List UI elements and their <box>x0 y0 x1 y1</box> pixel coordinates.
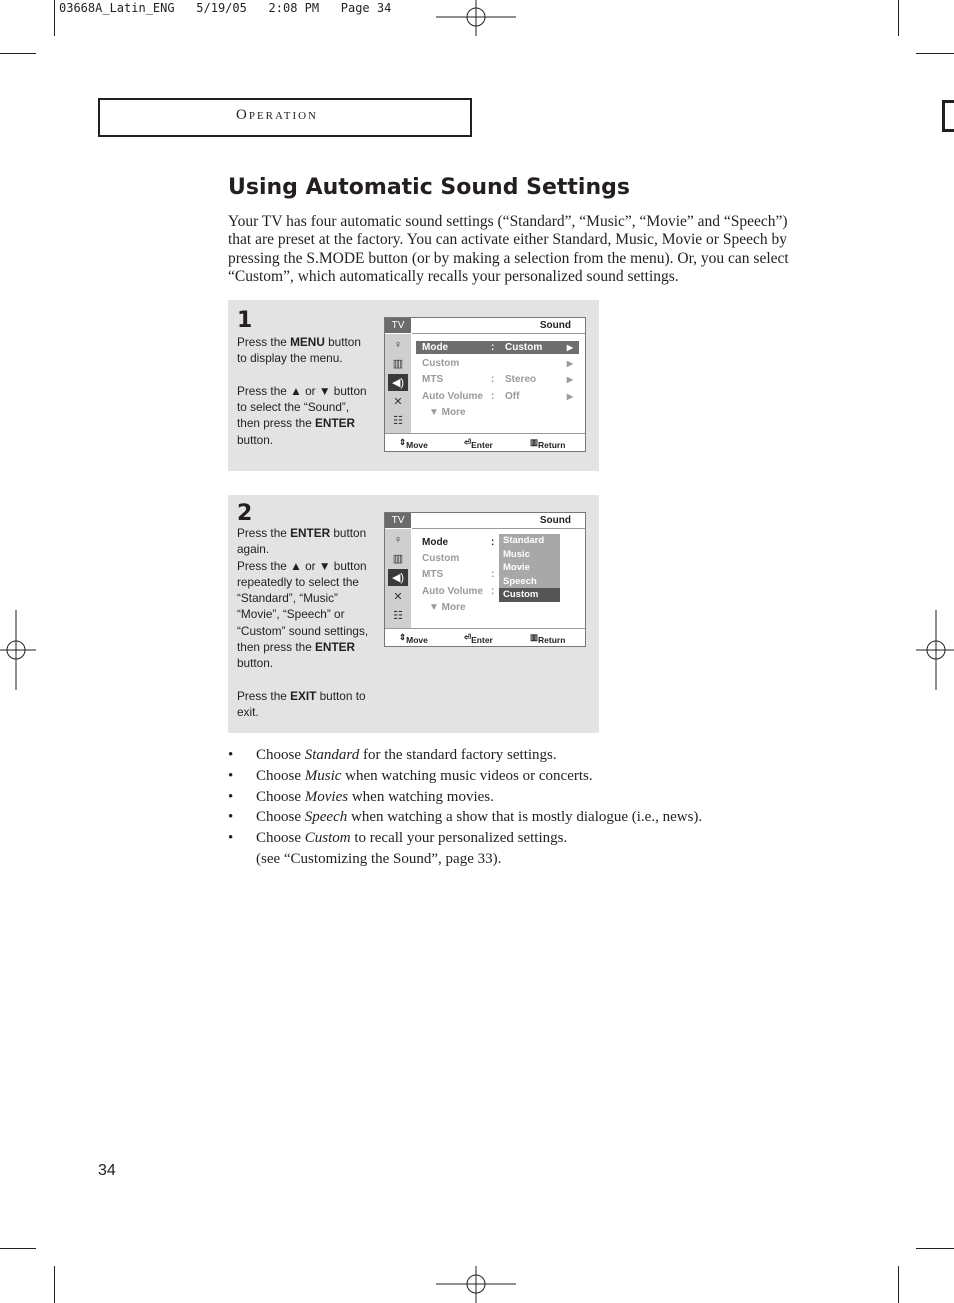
menu-row-mts[interactable]: MTS : Stereo ▶ <box>422 374 573 385</box>
return-hint: ▥ Return <box>530 632 566 645</box>
crop-mark <box>916 53 954 54</box>
return-hint: ▥ Return <box>530 437 566 450</box>
crop-mark <box>916 1248 954 1249</box>
speaker-icon[interactable]: ◀) <box>388 569 408 586</box>
menu-footer <box>385 433 585 451</box>
antenna-icon[interactable]: ✕ <box>393 396 403 408</box>
page-number: 34 <box>98 1162 116 1179</box>
menu-title: Sound <box>539 320 571 331</box>
bullet-item: • Choose Speech when watching a show that is mostly dialogue (i.e., news). <box>228 809 703 826</box>
menu-row-custom[interactable]: Custom <box>422 553 460 564</box>
move-hint: ⇕ Move <box>399 632 428 645</box>
menu-sidebar <box>385 334 411 434</box>
tv-label: TV <box>385 318 411 333</box>
bullet-note: (see “Customizing the Sound”, page 33). <box>256 850 502 867</box>
registration-mark-bottom <box>436 1266 516 1303</box>
sound-menu-screen <box>384 317 586 452</box>
menu-row-auto-volume[interactable]: Auto Volume : Off ▶ <box>422 391 573 402</box>
antenna-icon[interactable]: ✕ <box>393 591 403 603</box>
dropdown-option[interactable]: Speech <box>503 575 537 587</box>
crop-mark <box>898 0 899 36</box>
tv-label: TV <box>385 513 411 528</box>
menu-title: Sound <box>539 515 571 526</box>
bullet-item: • Choose Custom to recall your personalized settings. <box>228 830 568 847</box>
menu-footer <box>385 628 585 646</box>
crop-mark <box>0 53 36 54</box>
enter-hint: ⏎ Enter <box>464 437 493 450</box>
registration-mark-left <box>0 610 36 690</box>
menu-row-mode[interactable]: Mode : <box>422 537 495 548</box>
registration-mark-right <box>916 610 954 690</box>
bullet-item: • Choose Movies when watching movies. <box>228 788 494 805</box>
sound-mode-screen <box>384 512 586 647</box>
step-1-instructions: Press the MENU button to display the menu. Press the ▲ or ▼ button to select the “Sound”, then press the ENTER button. <box>237 335 367 447</box>
step-2-instructions: Press the ENTER button again. Press the ▲ or ▼ button repeatedly to select the “Standard”, “Music” “Movie”, “Speech” or “Custom” sound settings, then press the ENTER button. Press the EXIT button to exit. <box>237 526 369 720</box>
crop-mark <box>54 1266 55 1303</box>
step-2-panel <box>228 495 599 733</box>
setup-icon[interactable]: ☷ <box>393 415 403 427</box>
picture-icon[interactable]: ♀ <box>393 338 403 351</box>
step-number: 1 <box>237 308 253 333</box>
menu-row-more[interactable]: ▼ More <box>429 602 466 613</box>
dropdown-option[interactable]: Music <box>503 548 530 560</box>
crop-mark <box>54 0 55 36</box>
print-slug: 03668A_Latin_ENG 5/19/05 2:08 PM Page 34 <box>59 1 392 15</box>
enter-hint: ⏎ Enter <box>464 632 493 645</box>
move-hint: ⇕ Move <box>399 437 428 450</box>
dropdown-option-selected[interactable]: Custom <box>499 588 560 602</box>
picture-icon[interactable]: ♀ <box>393 533 403 546</box>
dropdown-option[interactable]: Standard <box>503 535 545 546</box>
menu-row-auto-volume[interactable]: Auto Volume : <box>422 586 495 597</box>
setup-icon[interactable]: ☷ <box>393 610 403 622</box>
step-number: 2 <box>237 501 253 526</box>
speaker-icon[interactable]: ◀) <box>388 374 408 391</box>
step-1-panel <box>228 300 599 471</box>
registration-mark-top <box>436 0 516 36</box>
menu-row-mode[interactable]: Mode : Custom ▶ <box>416 341 579 354</box>
dropdown-option[interactable]: Movie <box>503 562 530 573</box>
crop-mark <box>898 1266 899 1303</box>
bullet-item: • Choose Music when watching music videos or concerts. <box>228 767 593 784</box>
equalizer-icon[interactable]: ▥ <box>392 358 404 370</box>
page-title: Using Automatic Sound Settings <box>228 175 630 200</box>
bullet-item: • Choose Standard for the standard factory settings. <box>228 747 557 763</box>
menu-row-custom[interactable]: Custom ▶ <box>422 358 573 369</box>
section-title: Operation <box>236 107 319 123</box>
crop-mark <box>0 1248 36 1249</box>
sound-mode-bullets <box>228 745 702 870</box>
menu-sidebar <box>385 529 411 629</box>
chapter-tab <box>942 100 954 132</box>
equalizer-icon[interactable]: ▥ <box>392 553 404 565</box>
menu-row-mts[interactable]: MTS : <box>422 569 495 580</box>
sound-mode-dropdown[interactable] <box>499 534 560 602</box>
menu-row-more[interactable]: ▼ More <box>429 407 466 418</box>
intro-paragraph: Your TV has four automatic sound settings (“Standard”, “Music”, “Movie” and “Speech”) that are preset at the factory. You can activate either Standard, Music, Movie or Speech by pressing the S.MODE button (or by making a selection from the menu). Or, you can select “Custom”, which automatically recalls your personalized sound settings. <box>228 213 789 285</box>
